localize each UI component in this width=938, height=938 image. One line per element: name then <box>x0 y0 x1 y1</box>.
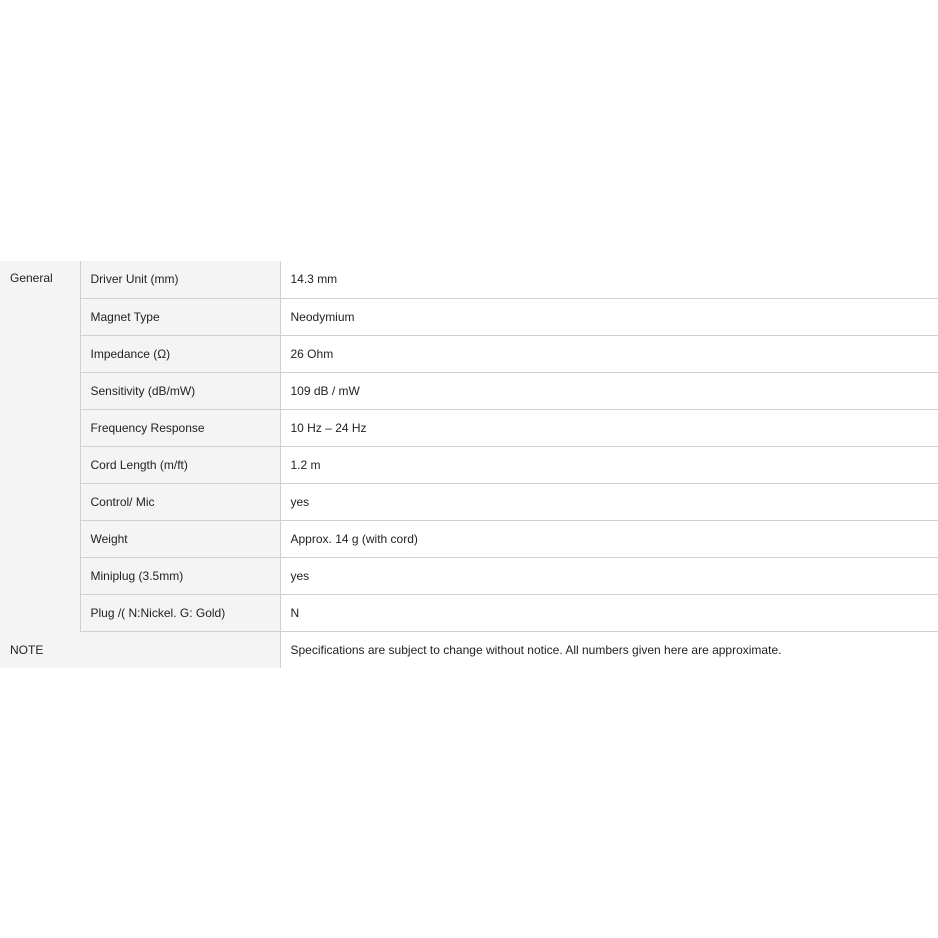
table-row <box>0 298 938 335</box>
table-row <box>0 520 938 557</box>
table-row <box>0 409 938 446</box>
spec-value: N <box>280 594 938 631</box>
spec-label: Control/ Mic <box>80 483 280 520</box>
spec-value: Neodymium <box>280 298 938 335</box>
spec-label: Sensitivity (dB/mW) <box>80 372 280 409</box>
spec-value: 14.3 mm <box>280 261 938 298</box>
table-row <box>0 594 938 631</box>
table-row <box>0 261 938 298</box>
spec-label: Weight <box>80 520 280 557</box>
spec-label: Impedance (Ω) <box>80 335 280 372</box>
spec-value: 10 Hz – 24 Hz <box>280 409 938 446</box>
note-text: Specifications are subject to change without notice. All numbers given here are approximate. <box>280 631 938 668</box>
table-row <box>0 446 938 483</box>
spec-value: 1.2 m <box>280 446 938 483</box>
spec-label: Magnet Type <box>80 298 280 335</box>
table-row <box>0 372 938 409</box>
table-row <box>0 335 938 372</box>
note-row <box>0 631 938 668</box>
table-row <box>0 557 938 594</box>
spec-label: Frequency Response <box>80 409 280 446</box>
spec-label: Plug /( N:Nickel. G: Gold) <box>80 594 280 631</box>
spec-value: yes <box>280 483 938 520</box>
spec-table <box>0 261 938 668</box>
spec-label: Miniplug (3.5mm) <box>80 557 280 594</box>
spec-value: 26 Ohm <box>280 335 938 372</box>
spec-value: 109 dB / mW <box>280 372 938 409</box>
group-label-general: General <box>0 261 80 631</box>
spec-label: Cord Length (m/ft) <box>80 446 280 483</box>
spec-value: Approx. 14 g (with cord) <box>280 520 938 557</box>
note-label: NOTE <box>0 631 280 668</box>
spec-label: Driver Unit (mm) <box>80 261 280 298</box>
table-row <box>0 483 938 520</box>
spec-value: yes <box>280 557 938 594</box>
